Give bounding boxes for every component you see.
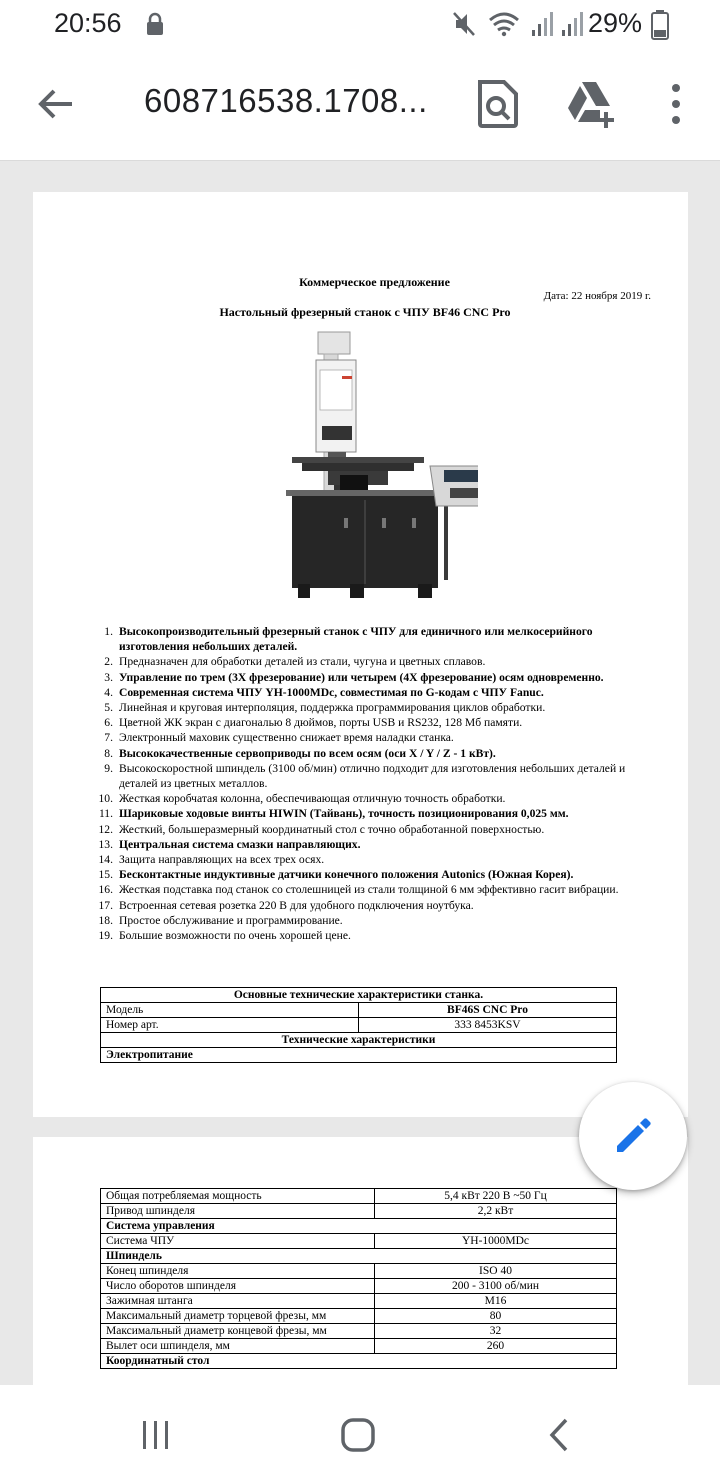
back-nav-icon[interactable] [540,1415,580,1455]
spec-label: Система ЧПУ [101,1234,375,1249]
document-viewer[interactable] [0,161,720,1385]
back-arrow-icon[interactable] [34,82,78,126]
spec-section-row [101,1219,617,1234]
feature-item [73,882,653,897]
feature-number: 4. [104,685,113,699]
spec-label: Конец шпинделя [101,1264,375,1279]
cnc-machine-image [258,330,478,607]
feature-text: Жесткий, большеразмерный координатный стол с точно обработанной поверхностью. [119,822,545,836]
feature-number: 8. [104,746,113,760]
spec-value: 2,2 кВт [375,1204,617,1219]
feature-text: Управление по трем (3X фрезерование) или четырем (4X фрезерование) осям одновременно. [119,670,604,684]
feature-text: Высокопроизводительный фрезерный станок с ЧПУ для единичного или мелкосерийного изготовления небольших деталей. [119,625,593,654]
feature-item [73,806,653,821]
spec-row [101,1309,617,1324]
document-page-2 [33,1137,688,1385]
battery-icon [650,10,670,40]
feature-number: 1. [104,625,113,638]
proposal-subtitle: Настольный фрезерный станок с ЧПУ BF46 CNC Pro [219,305,511,319]
feature-item [73,791,653,806]
feature-item [73,837,653,852]
feature-item [73,928,653,943]
feature-number: 18. [98,913,113,927]
feature-number: 12. [98,822,113,836]
feature-number: 5. [104,701,113,715]
feature-text: Современная система ЧПУ YH-1000MDc, совместимая по G-кодам с ЧПУ Fanuc. [119,685,544,699]
feature-number: 10. [98,792,113,806]
feature-item [73,867,653,882]
spec-value: 80 [375,1309,617,1324]
spec-table-header: Основные технические характеристики станка. [101,988,617,1003]
spec-section-power: Электропитание [101,1048,617,1063]
feature-number: 2. [104,655,113,669]
feature-text: Центральная система смазки направляющих. [119,837,361,851]
feature-number: 9. [104,761,113,775]
feature-item [73,700,653,715]
feature-item [73,898,653,913]
system-navigation-bar [0,1385,720,1480]
feature-item [73,624,653,654]
document-page-1 [33,192,688,1117]
feature-text: Защита направляющих на всех трех осях. [119,853,325,867]
feature-number: 19. [98,929,113,943]
spec-value: 5,4 кВт 220 В ~50 Гц [375,1189,617,1204]
lock-icon [143,12,167,36]
feature-text: Жесткая подставка под станок со столешницей из стали толщиной 6 мм эффективно гасит вибрации. [119,883,619,897]
spec-row [101,1264,617,1279]
feature-item [73,913,653,928]
spec-label: Зажимная штанга [101,1294,375,1309]
feature-item [73,715,653,730]
feature-item [73,730,653,745]
feature-text: Шариковые ходовые винты HIWIN (Тайвань), точность позиционирования 0,025 мм. [119,807,569,821]
feature-text: Высокоскоростной шпиндель (3100 об/мин) отлично подходит для изготовления небольших деталей и деталей из цветных металлов. [119,761,626,791]
spec-table-continued [100,1188,617,1369]
feature-item [73,685,653,700]
document-title: 608716538.1708... [144,82,428,119]
feature-text: Предназначен для обработки деталей из стали, чугуна и цветных сплавов. [119,655,486,669]
spec-value: 32 [375,1324,617,1339]
spec-row [101,1324,617,1339]
spec-section-label: Система управления [101,1219,617,1234]
feature-text: Бесконтактные индуктивные датчики конечного положения Autonics (Южная Корея). [119,868,574,882]
feature-text: Большие возможности по очень хорошей цене. [119,929,351,943]
feature-number: 13. [98,837,113,851]
recent-apps-icon[interactable] [136,1415,176,1455]
spec-section-label: Шпиндель [101,1249,617,1264]
spec-section-row [101,1354,617,1369]
feature-text: Электронный маховик существенно снижает время наладки станка. [119,731,454,745]
spec-row [101,1234,617,1249]
feature-number: 16. [98,883,113,897]
spec-label: Число оборотов шпинделя [101,1279,375,1294]
feature-item [73,746,653,761]
features-list [73,624,653,943]
feature-item [73,654,653,669]
feature-number: 14. [98,853,113,867]
tech-specs-header: Технические характеристики [101,1033,617,1048]
feature-text: Жесткая коробчатая колонна, обеспечивающая отличную точность обработки. [119,792,506,806]
spec-label: Привод шпинделя [101,1204,375,1219]
mute-wifi-signal-icons [452,10,590,38]
spec-value: BF46S CNC Pro [359,1003,617,1018]
spec-row [101,1339,617,1354]
spec-row [101,1189,617,1204]
feature-number: 7. [104,731,113,745]
edit-fab-button[interactable] [579,1082,687,1190]
feature-number: 11. [98,807,113,821]
more-options-icon[interactable] [662,82,690,126]
battery-percent: 29% [588,8,643,38]
feature-text: Цветной ЖК экран с диагональю 8 дюймов, порты USB и RS232, 128 Мб памяти. [119,716,523,730]
spec-label: Вылет оси шпинделя, мм [101,1339,375,1354]
spec-label: Максимальный диаметр торцевой фрезы, мм [101,1309,375,1324]
spec-value: 260 [375,1339,617,1354]
spec-value: ISO 40 [375,1264,617,1279]
spec-value: 200 - 3100 об/мин [375,1279,617,1294]
status-bar [0,0,720,50]
spec-value: M16 [375,1294,617,1309]
feature-number: 6. [104,716,113,730]
feature-number: 15. [98,868,113,882]
spec-value: YH-1000MDc [375,1234,617,1249]
find-in-page-icon[interactable] [474,78,522,130]
spec-table-main [100,987,617,1063]
spec-label: Максимальный диаметр концевой фрезы, мм [101,1324,375,1339]
spec-label: Номер арт. [101,1018,359,1033]
edit-pencil-icon [609,1112,657,1160]
spec-row [101,1279,617,1294]
home-icon[interactable] [338,1415,378,1455]
spec-row [101,1294,617,1309]
spec-row [101,1204,617,1219]
proposal-date: Дата: 22 ноября 2019 г. [543,290,651,302]
app-bar [0,50,720,161]
spec-label: Общая потребляемая мощность [101,1189,375,1204]
feature-number: 17. [98,898,113,912]
feature-item [73,761,653,791]
spec-value: 333 8453KSV [359,1018,617,1033]
feature-item [73,670,653,685]
proposal-title: Коммерческое предложение [299,275,450,289]
spec-label: Модель [101,1003,359,1018]
feature-text: Высококачественные сервоприводы по всем осям (оси X / Y / Z - 1 кВт). [119,746,496,760]
status-time: 20:56 [54,8,122,38]
feature-text: Встроенная сетевая розетка 220 В для удобного подключения ноутбука. [119,898,474,912]
feature-text: Простое обслуживание и программирование. [119,913,343,927]
spec-section-row [101,1249,617,1264]
add-to-drive-icon[interactable] [566,80,618,128]
feature-number: 3. [104,670,113,684]
feature-text: Линейная и круговая интерполяция, поддержка программирования циклов обработки. [119,701,546,715]
feature-item [73,852,653,867]
feature-item [73,822,653,837]
spec-section-label: Координатный стол [101,1354,617,1369]
